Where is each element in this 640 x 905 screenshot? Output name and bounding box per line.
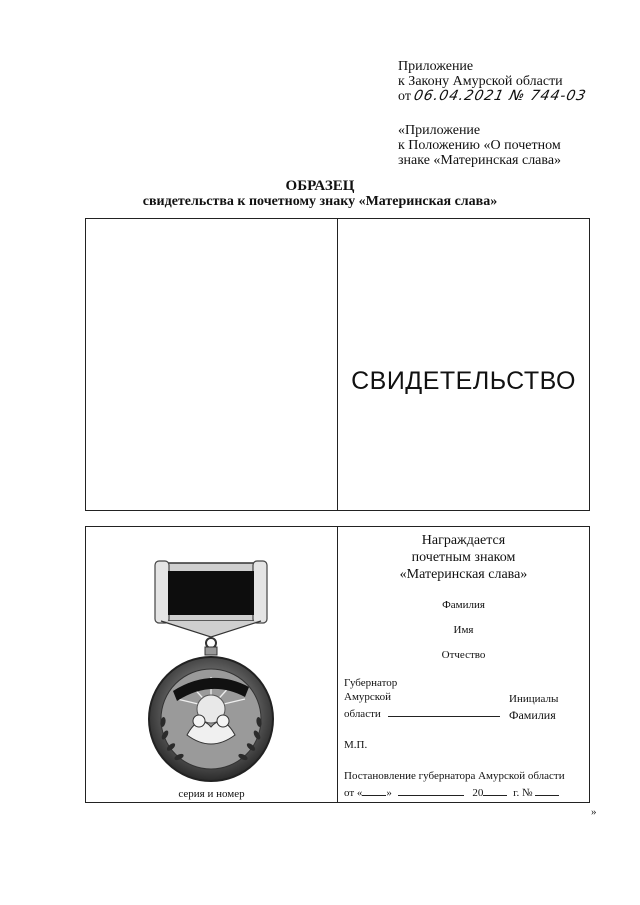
header-line-1: Приложение (398, 59, 474, 74)
awarded-line-3: «Материнская слава» (399, 567, 528, 582)
surname-signature-label: Фамилия (509, 708, 556, 722)
cover-fold (337, 219, 338, 510)
header2-line-2: к Положению «О почетном (398, 138, 561, 153)
surname-label: Фамилия (442, 599, 485, 611)
header-line-3 (398, 89, 587, 104)
awarded-line-1: Награждается (421, 533, 506, 548)
initials-label: Инициалы (509, 693, 559, 705)
medal-icon (141, 557, 281, 789)
header-from: от (398, 89, 411, 104)
certificate-inner (85, 526, 590, 803)
governor-line-1: Губернатор (344, 677, 398, 689)
signature-line (388, 706, 500, 717)
header2-line-1: «Приложение (398, 123, 481, 138)
handwritten-date-number: 06.04.2021 № 744-03 (412, 88, 589, 104)
decree-label: Постановление губернатора Амурской области (344, 770, 565, 782)
name-label: Имя (453, 624, 474, 636)
governor-line-2: Амурской (344, 691, 391, 703)
certificate-cover (85, 218, 590, 511)
closing-quote: » (591, 806, 597, 818)
header2-line-3: знаке «Материнская слава» (398, 153, 562, 168)
patronymic-label: Отчество (441, 649, 486, 661)
decree-fields: от « » 20 г. № (344, 785, 559, 799)
awarded-line-2: почетным знаком (411, 550, 516, 565)
serial-number-label: серия и номер (178, 788, 245, 800)
title-subtitle: свидетельства к почетному знаку «Материнская слава» (142, 194, 498, 209)
cover-title: СВИДЕТЕЛЬСТВО (351, 367, 576, 395)
header-line-2: к Закону Амурской области (398, 74, 563, 89)
title-sample: ОБРАЗЕЦ (285, 178, 355, 194)
governor-line-3: области (344, 706, 500, 720)
stamp-place-label: М.П. (344, 739, 368, 751)
